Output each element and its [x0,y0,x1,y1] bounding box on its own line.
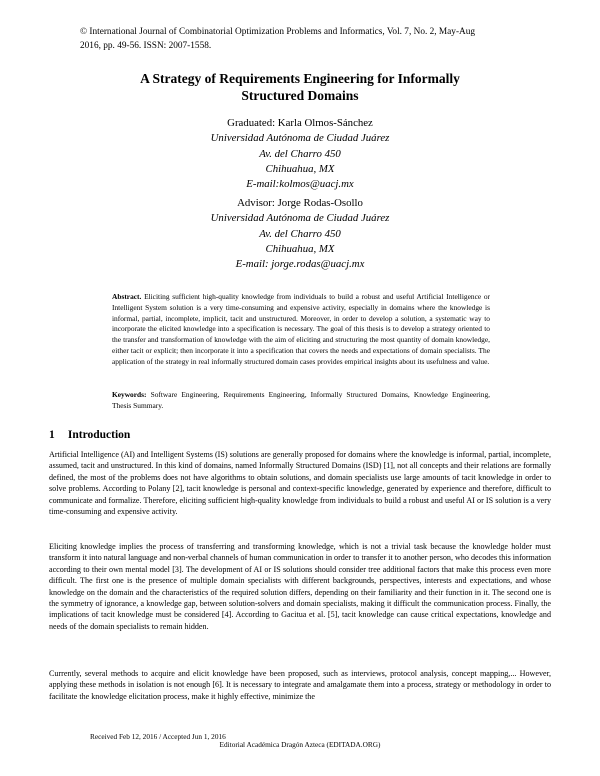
paper-title [60,70,540,104]
paragraph-2: Eliciting knowledge implies the process of transferring and transforming knowledge, which is not a trivial task because the knowledge holder must transform it into natural language and non-verbal channels of human communication in order to transfer it to another person, who decodes this information according to their own mental model [3]. The development of AI or IS solutions should consider tree additional factors that make this process even more difficult. The first one is the presence of multiple domain specialists with different backgrounds, perspectives, interests and expectations, and whose knowledge on the domain and the characteristics of the required solution differs, depending on their familiarity and their function in it. The second one is the symmetry of ignorance, a knowledge gap, between solution-solvers and domain specialists, making it difficult the communication process. Finally, the implications of tacit knowledge must be considered [4]. According to Gacitua et al. [5], tacit knowledge can cause critical expectations, knowledge and needs of the domain specialists to remain hidden. [49,542,551,631]
paragraph-3: Currently, several methods to acquire and elicit knowledge have been proposed, such as interviews, protocol analysis, concept mapping,... However, applying these methods in isolation is not enough [6]. It is necessary to integrate and amalgamate them into a process, strategy or methodology in order to facilitate the knowledge elicitation process, make it highly effective, minimize the [49,669,551,701]
keywords [112,390,490,412]
abstract-text: Eliciting sufficient high-quality knowledge from individuals to build a robust and useful Artificial Intelligence or Intelligent System solution is a very time-consuming and expensive activity, especially in domains where the knowledge is informal, partial, incomplete, implicit, tacit and unstructured. Moreover, in order to develop a solution, a systematic way to incorporate the elicited knowledge into a specification is necessary. The goal of this thesis is to develop a strategy oriented to the transfer and transformation of knowledge with the aim of eliciting and structuring the most quantity of domain knowledge, either tacit or explicit; then incorporate it into a specification that covers the needs and expectations of domain specialists. The application of the strategy in real informally structured domain cases provides empirical insights about its usefulness and value. [112,292,490,366]
paragraph-1: Artificial Intelligence (AI) and Intelligent Systems (IS) solutions are generally proposed for domains where the knowledge is informal, partial, incomplete, assumed, tacit and unstructured. In this kind of domains, named Informally Structured Domains (ISD) [1], not all concepts and their relations are formally defined, the most of the problems does not have algorithms to obtain solutions, and domain specialists use large amounts of tacit knowledge in order to solve problems. According to Polany [2], tacit knowledge is personal and context-specific knowledge, generated by experience and therefore, difficult to communicate and formalize. Therefore, eliciting sufficient high-quality knowledge from individuals to build a robust and useful AI or IS solution is a very time-consuming and expensive activity. [49,450,551,517]
advisor-address: Av. del Charro 450 [259,227,341,240]
author-affiliation: Universidad Autónoma de Ciudad Juárez [210,132,390,145]
advisor-role-name: Advisor: Jorge Rodas-Osollo [237,197,363,209]
title-line-2: Structured Domains [241,88,359,103]
author-city: Chihuahua, MX [265,162,335,175]
citation-line-1: © International Journal of Combinatorial Optimization Problems and Informatics, Vol. 7, No. 2, May-Aug [80,27,476,37]
author-address: Av. del Charro 450 [259,147,341,160]
abstract-label: Abstract. [112,292,142,301]
citation-line-2: 2016, pp. 49-56. ISSN: 2007-1558. [80,41,212,51]
author-role-name: Graduated: Karla Olmos-Sánchez [227,117,373,129]
received-date: Received Feb 12, 2016 / Accepted Jun 1, 2016 [90,732,226,741]
publisher-footer: Editorial Académica Dragón Azteca (EDITADA.ORG) [219,740,381,749]
advisor-email: E-mail: jorge.rodas@uacj.mx [235,258,365,271]
advisor-city: Chihuahua, MX [265,242,335,255]
journal-citation [80,25,530,53]
section-title: Introduction [67,429,131,441]
title-line-1: A Strategy of Requirements Engineering for Informally [140,71,460,86]
author-block-graduated [60,116,540,192]
author-email: E-mail:kolmos@uacj.mx [246,178,354,191]
abstract [112,292,490,368]
keywords-text: Software Engineering, Requirements Engineering, Informally Structured Domains, Knowledge Engineering, Thesis Summary. [112,390,491,410]
advisor-affiliation: Universidad Autónoma de Ciudad Juárez [210,212,390,225]
section-number: 1 [49,429,55,441]
section-heading [49,429,130,441]
keywords-label: Keywords: [112,390,147,399]
author-block-advisor [60,196,540,272]
